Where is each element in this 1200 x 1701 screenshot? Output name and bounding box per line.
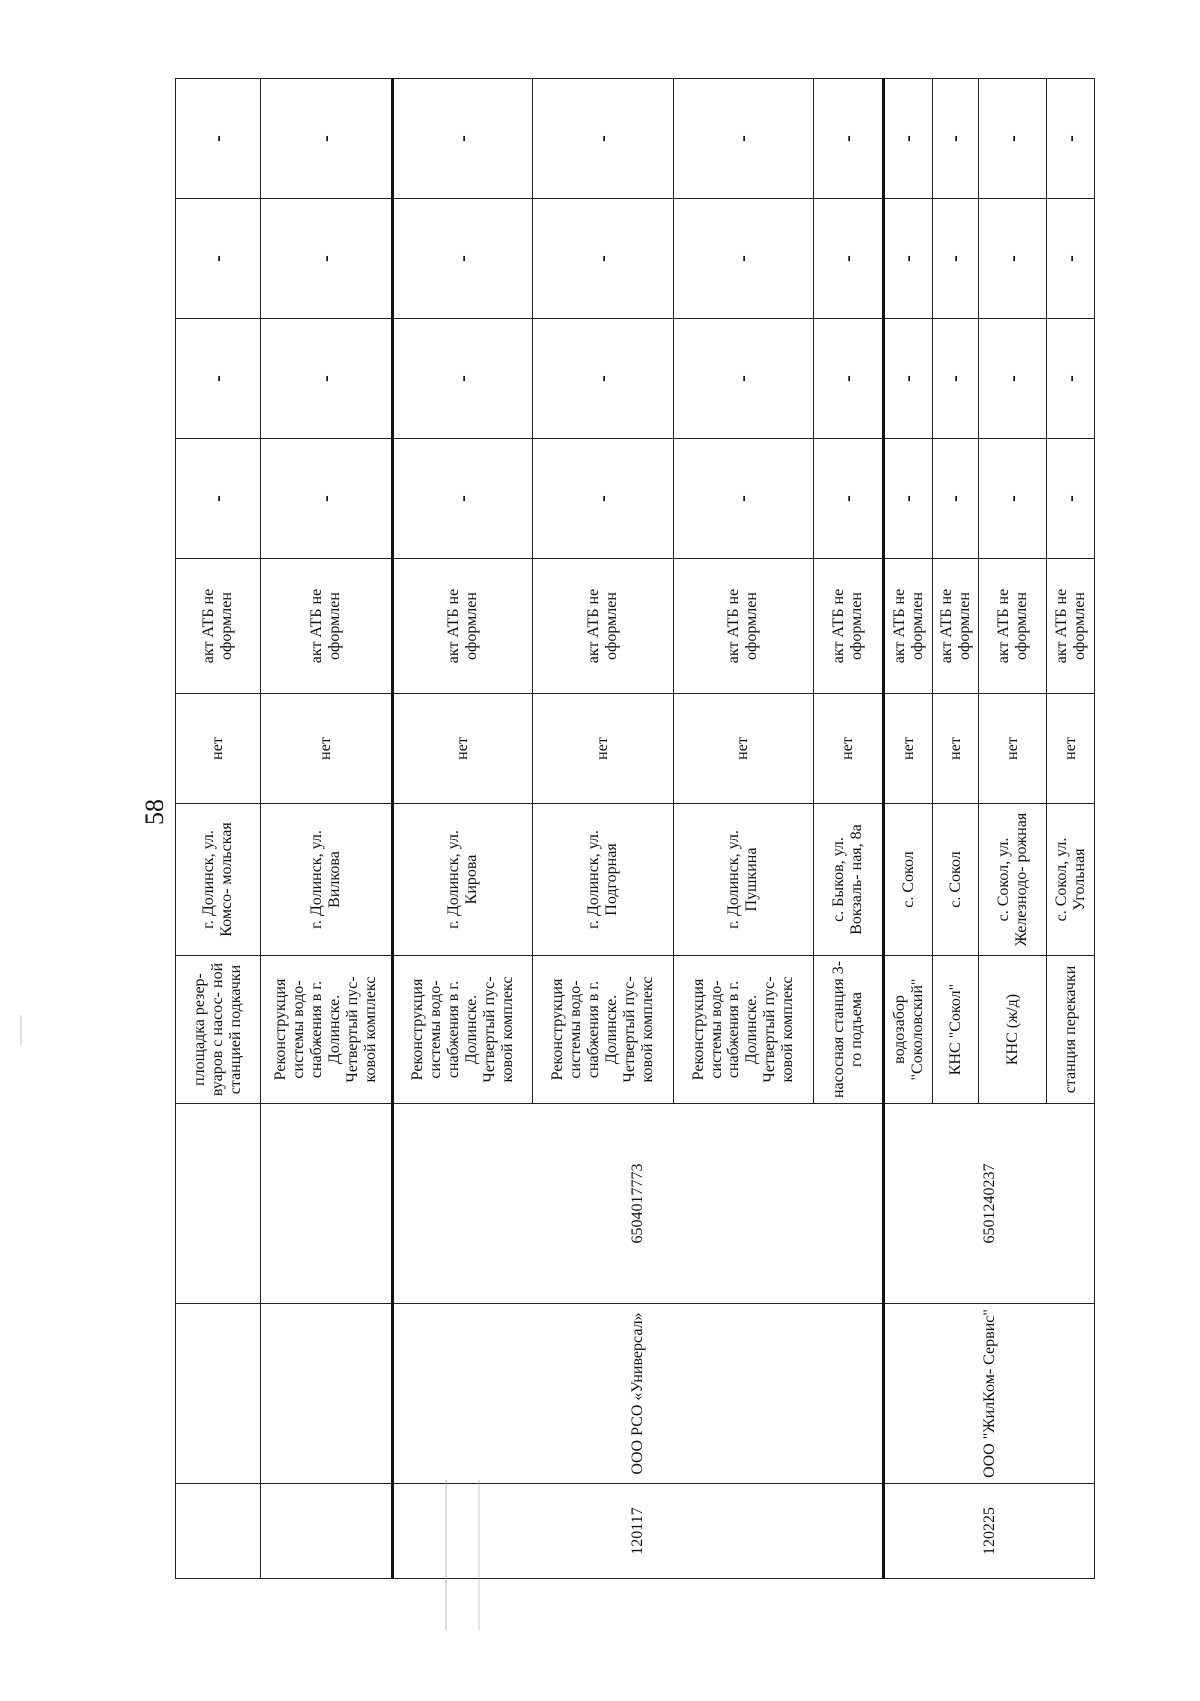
value-cell: - (979, 79, 1047, 199)
rotated-table-frame (175, 79, 1095, 1579)
object-cell: КНС "Сокол" (932, 956, 978, 1104)
reg-code-cell (176, 1484, 261, 1579)
flag-cell: нет (814, 694, 884, 804)
inn-cell (176, 1104, 261, 1304)
organization-cell: ООО "ЖилКом- Сервис" (884, 1304, 1095, 1484)
address-cell: г. Долинск, ул. Кирова (392, 804, 532, 956)
act-cell: акт АТБ не оформлен (932, 559, 978, 694)
table-row (884, 79, 933, 1579)
scan-artifact (478, 1480, 480, 1630)
value-cell: - (932, 319, 978, 439)
flag-cell: нет (932, 694, 978, 804)
organization-cell (176, 1304, 261, 1484)
act-cell: акт АТБ не оформлен (392, 559, 532, 694)
value-cell: - (260, 199, 392, 319)
object-cell: Реконструкция системы водо- снабжения в г. Долинске. Четвертый пус- ковой комплекс (673, 956, 813, 1104)
object-cell: насосная станция 3-го подъема (814, 956, 884, 1104)
value-cell: - (673, 199, 813, 319)
value-cell: - (673, 79, 813, 199)
value-cell: - (176, 199, 261, 319)
object-cell: Реконструкция системы водо- снабжения в г. Долинске. Четвертый пус- ковой комплекс (260, 956, 392, 1104)
value-cell: - (260, 319, 392, 439)
value-cell: - (884, 79, 933, 199)
value-cell: - (884, 319, 933, 439)
flag-cell: нет (1047, 694, 1095, 804)
flag-cell: нет (260, 694, 392, 804)
value-cell: - (176, 319, 261, 439)
object-cell: станция перекачки (1047, 956, 1095, 1104)
value-cell: - (1047, 79, 1095, 199)
value-cell: - (814, 439, 884, 559)
table-row (392, 79, 532, 1579)
value-cell: - (673, 319, 813, 439)
value-cell: - (533, 79, 673, 199)
flag-cell: нет (176, 694, 261, 804)
table-row (260, 79, 392, 1579)
flag-cell: нет (979, 694, 1047, 804)
value-cell: - (392, 319, 532, 439)
page-number: 58 (140, 799, 169, 825)
value-cell: - (673, 439, 813, 559)
object-cell: Реконструкция системы водо- снабжения в г. Долинске. Четвертый пус- ковой комплекс (533, 956, 673, 1104)
value-cell: - (884, 439, 933, 559)
flag-cell: нет (673, 694, 813, 804)
scan-artifact (20, 1015, 22, 1045)
object-cell: водозабор "Соколовский" (884, 956, 933, 1104)
table-row (176, 79, 261, 1579)
value-cell: - (1047, 439, 1095, 559)
value-cell: - (392, 79, 532, 199)
inn-cell: 6501240237 (884, 1104, 1095, 1304)
act-cell: акт АТБ не оформлен (533, 559, 673, 694)
value-cell: - (260, 79, 392, 199)
act-cell: акт АТБ не оформлен (673, 559, 813, 694)
value-cell: - (260, 439, 392, 559)
address-cell: с. Сокол, ул. Железнодо- рожная (979, 804, 1047, 956)
address-cell: г. Долинск, ул. Подгорная (533, 804, 673, 956)
organization-cell: ООО РСО «Универсал» (392, 1304, 883, 1484)
object-cell: КНС (ж/д) (979, 956, 1047, 1104)
act-cell: акт АТБ не оформлен (1047, 559, 1095, 694)
act-cell: акт АТБ не оформлен (884, 559, 933, 694)
reg-code-cell (260, 1484, 392, 1579)
table-wrapper (175, 79, 1095, 1579)
act-cell: акт АТБ не оформлен (814, 559, 884, 694)
value-cell: - (932, 439, 978, 559)
act-cell: акт АТБ не оформлен (176, 559, 261, 694)
value-cell: - (392, 439, 532, 559)
value-cell: - (979, 439, 1047, 559)
inn-cell (260, 1104, 392, 1304)
act-cell: акт АТБ не оформлен (979, 559, 1047, 694)
object-cell: Реконструкция системы водо- снабжения в г. Долинске. Четвертый пус- ковой комплекс (392, 956, 532, 1104)
value-cell: - (533, 319, 673, 439)
flag-cell: нет (533, 694, 673, 804)
flag-cell: нет (884, 694, 933, 804)
address-cell: г. Долинск, ул. Комсо- мольская (176, 804, 261, 956)
address-cell: г. Долинск, ул. Вилкова (260, 804, 392, 956)
address-cell: г. Долинск, ул. Пушкина (673, 804, 813, 956)
value-cell: - (1047, 199, 1095, 319)
value-cell: - (176, 79, 261, 199)
value-cell: - (932, 199, 978, 319)
flag-cell: нет (392, 694, 532, 804)
value-cell: - (533, 439, 673, 559)
value-cell: - (392, 199, 532, 319)
value-cell: - (979, 199, 1047, 319)
value-cell: - (533, 199, 673, 319)
facilities-table (175, 78, 1095, 1579)
reg-code-cell: 120117 (392, 1484, 883, 1579)
address-cell: с. Сокол (932, 804, 978, 956)
reg-code-cell: 120225 (884, 1484, 1095, 1579)
object-cell: площадка резер- вуаров с насос- ной станцией подкачки (176, 956, 261, 1104)
act-cell: акт АТБ не оформлен (260, 559, 392, 694)
address-cell: с. Быков, ул. Вокзаль- ная, 8а (814, 804, 884, 956)
inn-cell: 6504017773 (392, 1104, 883, 1304)
value-cell: - (176, 439, 261, 559)
value-cell: - (884, 199, 933, 319)
address-cell: с. Сокол, ул. Угольная (1047, 804, 1095, 956)
address-cell: с. Сокол (884, 804, 933, 956)
value-cell: - (932, 79, 978, 199)
value-cell: - (979, 319, 1047, 439)
organization-cell (260, 1304, 392, 1484)
scan-artifact (445, 1480, 447, 1630)
value-cell: - (814, 79, 884, 199)
value-cell: - (814, 319, 884, 439)
value-cell: - (814, 199, 884, 319)
value-cell: - (1047, 319, 1095, 439)
